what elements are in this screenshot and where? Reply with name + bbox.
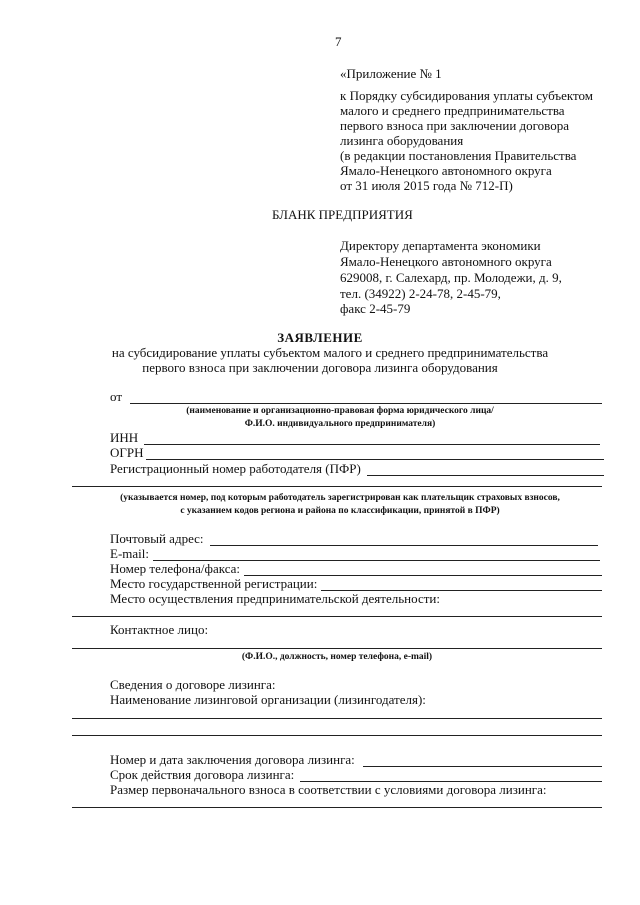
- statement-subtitle: первого взноса при заключении договора лизинга оборудования: [142, 360, 498, 375]
- letterhead-label: БЛАНК ПРЕДПРИЯТИЯ: [272, 207, 413, 222]
- addressee-line: Директору департамента экономики: [340, 238, 541, 253]
- lease-number-field: [110, 752, 602, 767]
- lease-number-label: Номер и дата заключения договора лизинга:: [110, 752, 355, 767]
- ogrn-field: [110, 445, 604, 460]
- appendix-heading: «Приложение № 1: [340, 66, 442, 81]
- addressee-line: Ямало-Ненецкого автономного округа: [340, 254, 552, 269]
- ogrn-label: ОГРН: [110, 445, 144, 460]
- appendix-line: (в редакции постановления Правительства: [340, 148, 577, 163]
- pfr-field: [110, 461, 604, 476]
- addressee-line: тел. (34922) 2-24-78, 2-45-79,: [340, 286, 501, 301]
- lessor-label: Наименование лизинговой организации (лизингодателя):: [110, 692, 426, 707]
- reg-place-field: [110, 576, 602, 591]
- lessor-input-line[interactable]: [72, 735, 602, 736]
- phone-input-line[interactable]: [244, 564, 602, 576]
- appendix-line: первого взноса при заключении договора: [340, 118, 569, 133]
- from-note: Ф.И.О. индивидуального предпринимателя): [244, 419, 436, 429]
- lease-term-field: [110, 767, 602, 782]
- contact-note: (Ф.И.О., должность, номер телефона, e-mail): [241, 652, 433, 662]
- addressee-line: факс 2-45-79: [340, 301, 411, 316]
- ogrn-input-line[interactable]: [146, 448, 604, 460]
- from-input-line[interactable]: [130, 392, 602, 404]
- lease-term-label: Срок действия договора лизинга:: [110, 767, 295, 782]
- pfr-label: Регистрационный номер работодателя (ПФР): [110, 461, 361, 476]
- lease-term-input-line[interactable]: [300, 770, 602, 782]
- pfr-note: (указывается номер, под которым работодатель зарегистрирован как плательщик страховых взносов,: [120, 493, 560, 503]
- postal-field: [110, 531, 598, 546]
- pfr-input-line[interactable]: [367, 464, 604, 476]
- appendix-line: лизинга оборудования: [340, 133, 464, 148]
- contact-input-line[interactable]: [72, 648, 602, 649]
- business-place-input-line[interactable]: [72, 616, 602, 617]
- appendix-line: малого и среднего предпринимательства: [340, 103, 565, 118]
- lease-info-label: Сведения о договоре лизинга:: [110, 677, 276, 692]
- appendix-line: Ямало-Ненецкого автономного округа: [340, 163, 552, 178]
- reg-place-label: Место государственной регистрации:: [110, 576, 318, 591]
- reg-place-input-line[interactable]: [321, 579, 602, 591]
- email-field: [110, 546, 600, 561]
- postal-input-line[interactable]: [210, 534, 598, 546]
- from-note: (наименование и организационно-правовая форма юридического лица/: [186, 406, 494, 416]
- inn-field: [110, 430, 600, 445]
- phone-field: [110, 561, 602, 576]
- pfr-note: с указанием кодов региона и района по классификации, принятой в ПФР): [180, 506, 500, 516]
- appendix-line: к Порядку субсидирования уплаты субъектом: [340, 88, 594, 103]
- contact-label: Контактное лицо:: [110, 622, 209, 637]
- lessor-input-line[interactable]: [72, 718, 602, 719]
- inn-label: ИНН: [110, 430, 139, 445]
- down-payment-input-line[interactable]: [72, 807, 602, 808]
- postal-label: Почтовый адрес:: [110, 531, 204, 546]
- lease-number-input-line[interactable]: [363, 755, 602, 767]
- from-field: [110, 389, 602, 404]
- statement-subtitle: на субсидирование уплаты субъектом малого и среднего предпринимательства: [111, 345, 549, 360]
- statement-title: ЗАЯВЛЕНИЕ: [277, 330, 363, 345]
- inn-input-line[interactable]: [144, 433, 600, 445]
- appendix-line: от 31 июля 2015 года № 712-П): [340, 178, 513, 193]
- from-label: от: [110, 389, 123, 404]
- pfr-continuation-line[interactable]: [72, 486, 602, 487]
- email-input-line[interactable]: [153, 549, 600, 561]
- down-payment-label: Размер первоначального взноса в соответствии с условиями договора лизинга:: [110, 782, 547, 797]
- business-place-label: Место осуществления предпринимательской деятельности:: [110, 591, 440, 606]
- addressee-line: 629008, г. Салехард, пр. Молодежи, д. 9,: [340, 270, 562, 285]
- phone-label: Номер телефона/факса:: [110, 561, 241, 576]
- page-number: 7: [335, 34, 342, 49]
- email-label: E-mail:: [110, 546, 149, 561]
